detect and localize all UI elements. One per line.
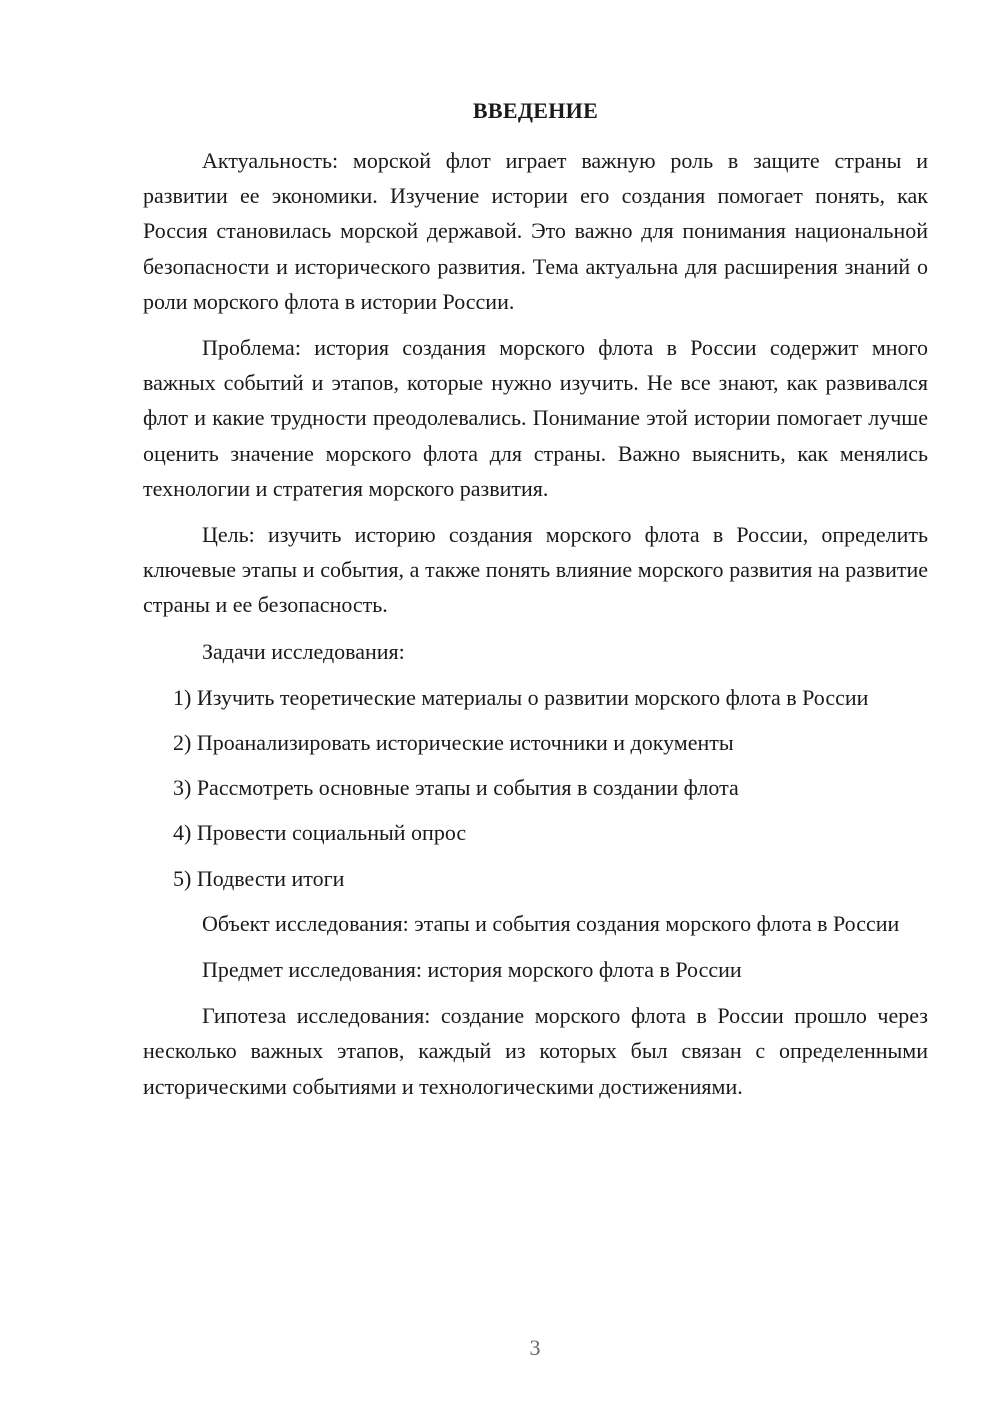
page-number: 3 xyxy=(529,1335,541,1360)
task-list-item-1: 1) Изучить теоретические материалы о развитии морского флота в России xyxy=(173,684,869,710)
tasks-heading: Задачи исследования: xyxy=(202,638,405,664)
task-list-item-2: 2) Проанализировать исторические источники и документы xyxy=(173,730,734,756)
task-list-item-4: 4) Провести социальный опрос xyxy=(173,820,467,846)
object-paragraph: Объект исследования: этапы и события создания морского флота в России xyxy=(202,910,900,936)
page-title: ВВЕДЕНИЕ xyxy=(472,98,599,123)
goal-paragraph: Цель: изучить историю создания морского флота в России, определить ключевые этапы и события, а также понять влияние морского развития на развитие страны и ее безопасность. xyxy=(143,522,928,618)
document-body xyxy=(143,143,928,1115)
problem-paragraph: Проблема: история создания морского флота в России содержит много важных событий и этапов, которые нужно изучить. Не все знают, как развивался флот и какие трудности преодолевались. Понимание этой истории помогает лучше оценить значение морского флота для страны. Важно выяснить, как менялись технологии и стратегия морского развития. xyxy=(143,335,928,501)
task-list-item-5: 5) Подвести итоги xyxy=(173,865,345,891)
relevance-paragraph: Актуальность: морской флот играет важную роль в защите страны и развитии ее экономики. Изучение истории его создания помогает понять, как Россия становилась морской державой. Это важно для понимания национальной безопасности и исторического развития. Тема актуальна для расширения знаний о роли морского флота в истории России. xyxy=(143,148,928,314)
hypothesis-paragraph: Гипотеза исследования: создание морского флота в России прошло через несколько важных этапов, каждый из которых был связан с определенными историческими событиями и технологическими достижениями. xyxy=(143,1003,928,1099)
task-list-item-3: 3) Рассмотреть основные этапы и события в создании флота xyxy=(173,775,739,801)
subject-paragraph: Предмет исследования: история морского флота в России xyxy=(202,957,742,983)
